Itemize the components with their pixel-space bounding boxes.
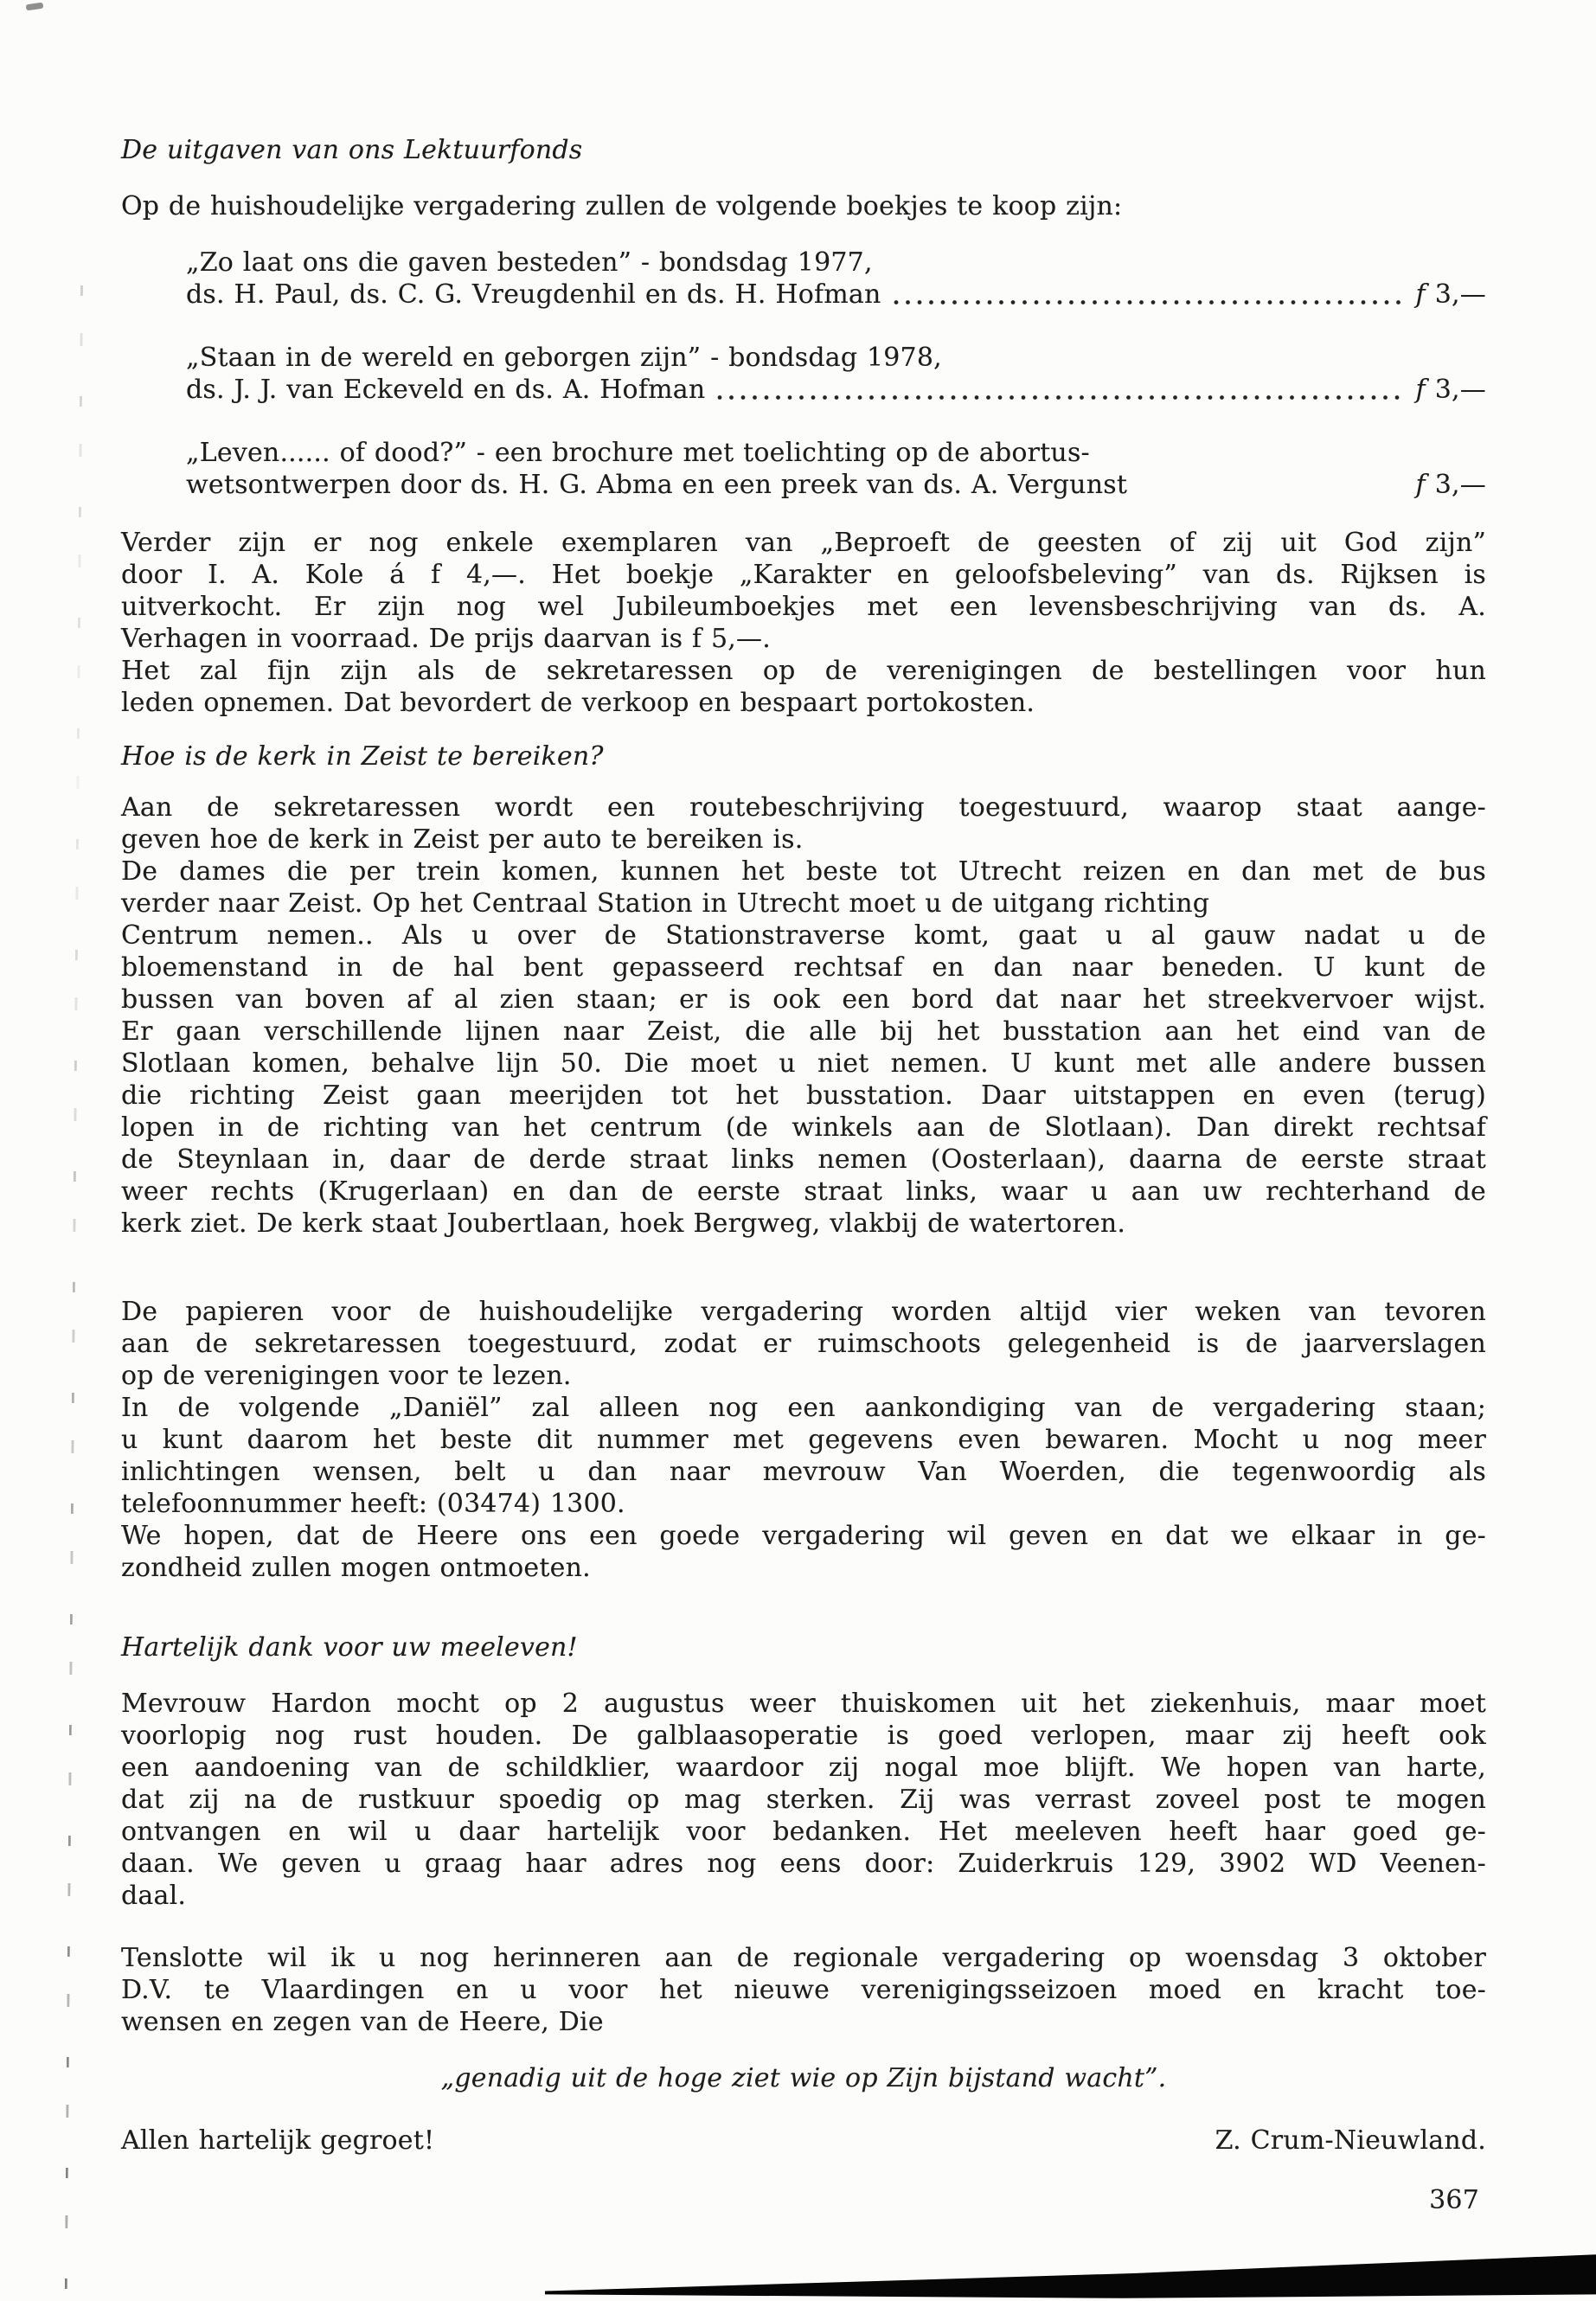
- page-number: 367: [1429, 2185, 1479, 2215]
- book-title-line: „Staan in de wereld en geborgen zijn” - bondsdag 1978,: [186, 343, 942, 373]
- price-value: 3,—: [1434, 375, 1486, 405]
- closing-row: [121, 2125, 1486, 2157]
- dot-leader: [1139, 490, 1403, 496]
- text-line: Er gaan verschillende lijnen naar Zeist, die alle bij het busstation aan het eind van de: [121, 1016, 1486, 1047]
- section-heading-meeleven: Hartelijk dank voor uw meeleven!: [121, 1632, 578, 1663]
- paragraph-papieren: [121, 1296, 1486, 1584]
- paragraph-verder: [121, 527, 1486, 719]
- text-line: leden opnemen. Dat bevordert de verkoop en bespaart portokosten.: [121, 688, 1035, 718]
- text-line: die richting Zeist gaan meerijden tot het busstation. Daar uitstappen en even (terug): [121, 1080, 1486, 1111]
- book-item: [121, 342, 1486, 406]
- book-list: [121, 247, 1486, 501]
- paragraph-route: [121, 792, 1486, 1240]
- text-line: aan de sekretaressen toegestuurd, zodat er ruimschoots gelegenheid is de jaarverslagen: [121, 1329, 1486, 1359]
- closing-greeting: Allen hartelijk gegroet!: [121, 2125, 435, 2156]
- text-line: bloemenstand in de hal bent gepasseerd rechtsaf en dan naar beneden. U kunt de: [121, 952, 1486, 983]
- text-line: een aandoening van de schildklier, waardoor zij nogal moe blijft. We hopen van harte,: [121, 1753, 1486, 1783]
- text-line: Verder zijn er nog enkele exemplaren van „Beproeft de geesten of zij uit God zijn”: [121, 528, 1486, 558]
- text-line: voorlopig nog rust houden. De galblaasoperatie is goed verlopen, maar zij heeft ook: [121, 1721, 1486, 1751]
- text-line: op de verenigingen voor te lezen.: [121, 1361, 572, 1391]
- florin-symbol: f: [1415, 470, 1426, 500]
- text-line: u kunt daarom het beste dit nummer met gegevens even bewaren. Mocht u nog meer: [121, 1425, 1486, 1455]
- text-line: zondheid zullen mogen ontmoeten.: [121, 1553, 591, 1583]
- text-line: telefoonnummer heeft: (03474) 1300.: [121, 1489, 625, 1519]
- book-author-row: [186, 374, 1486, 406]
- text-line: ontvangen en wil u daar hartelijk voor bedanken. Het meeleven heeft haar goed ge-: [121, 1817, 1486, 1847]
- text-line: inlichtingen wensen, belt u dan naar mevrouw Van Woerden, die tegenwoordig als: [121, 1457, 1486, 1487]
- intro-line: Op de huishoudelijke vergadering zullen de volgende boekjes te koop zijn:: [121, 191, 1123, 221]
- scan-gutter-artifact: [65, 285, 83, 2301]
- text-line: kerk ziet. De kerk staat Joubertlaan, hoek Bergweg, vlakbij de watertoren.: [121, 1208, 1126, 1239]
- text-line: dat zij na de rustkuur spoedig op mag sterken. Zij was verrast zoveel post te mogen: [121, 1785, 1486, 1815]
- book-author-row: [186, 279, 1486, 311]
- section-heading-lektuurfonds: De uitgaven van ons Lektuurfonds: [121, 135, 583, 165]
- text-line: Verhagen in voorraad. De prijs daarvan is f 5,—.: [121, 624, 771, 654]
- book-title-line: „Leven...... of dood?” - een brochure met toelichting op de abortus-: [186, 438, 1090, 468]
- book-author-line: ds. H. Paul, ds. C. G. Vreugdenhil en ds. H. Hofman: [186, 279, 881, 310]
- book-author-row: [186, 469, 1486, 501]
- text-line: de Steynlaan in, daar de derde straat links nemen (Oosterlaan), daarna de eerste straat: [121, 1144, 1486, 1175]
- section-heading-route: Hoe is de kerk in Zeist te bereiken?: [121, 741, 604, 772]
- price-value: 3,—: [1434, 279, 1486, 310]
- text-line: Mevrouw Hardon mocht op 2 augustus weer thuiskomen uit het ziekenhuis, maar moet: [121, 1689, 1486, 1719]
- text-line: De dames die per trein komen, kunnen het beste tot Utrecht reizen en dan met de bus: [121, 856, 1486, 887]
- text-line: In de volgende „Daniël” zal alleen nog een aankondiging van de vergadering staan;: [121, 1393, 1486, 1423]
- florin-symbol: f: [1415, 279, 1426, 310]
- text-line: verder naar Zeist. Op het Centraal Station in Utrecht moet u de uitgang richting: [121, 888, 1210, 919]
- text-line: Centrum nemen.. Als u over de Stationstraverse komt, gaat u al gauw nadat u de: [121, 920, 1486, 951]
- text-line: weer rechts (Krugerlaan) en dan de eerste straat links, waar u aan uw rechterhand de: [121, 1176, 1486, 1207]
- text-line: Slotlaan komen, behalve lijn 50. Die moet u niet nemen. U kunt met alle andere bussen: [121, 1048, 1486, 1079]
- book-title-line: „Zo laat ons die gaven besteden” - bondsdag 1977,: [186, 247, 873, 278]
- text-line: door I. A. Kole á f 4,—. Het boekje „Karakter en geloofsbeleving” van ds. Rijksen is: [121, 560, 1486, 590]
- text-line: D.V. te Vlaardingen en u voor het nieuwe verenigingsseizoen moed en kracht toe-: [121, 1975, 1486, 2005]
- text-line: We hopen, dat de Heere ons een goede vergadering wil geven en dat we elkaar in ge-: [121, 1521, 1486, 1551]
- scan-speck-artifact: [26, 3, 44, 11]
- book-author-line: ds. J. J. van Eckeveld en ds. A. Hofman: [186, 375, 706, 405]
- book-item: [121, 247, 1486, 311]
- text-line: geven hoe de kerk in Zeist per auto te bereiken is.: [121, 824, 804, 855]
- paragraph-tenslotte: [121, 1942, 1486, 2038]
- quote-line: „genadig uit de hoge ziet wie op Zijn bijstand wacht”.: [440, 2063, 1167, 2093]
- book-author-line: wetsontwerpen door ds. H. G. Abma en een preek van ds. A. Vergunst: [186, 470, 1128, 500]
- text-column: [121, 0, 1486, 2216]
- book-item: [121, 437, 1486, 501]
- price-value: 3,—: [1434, 470, 1486, 500]
- text-line: Het zal fijn zijn als de sekretaressen op de verenigingen de bestellingen voor hun: [121, 656, 1486, 686]
- text-line: bussen van boven af al zien staan; er is ook een bord dat naar het streekvervoer wijst.: [121, 984, 1486, 1015]
- scan-page-curl-artifact: [545, 2246, 1596, 2301]
- text-line: Tenslotte wil ik u nog herinneren aan de regionale vergadering op woensdag 3 oktober: [121, 1943, 1486, 1973]
- text-line: daal.: [121, 1881, 187, 1911]
- paragraph-hardon: [121, 1688, 1486, 1912]
- dot-leader: [894, 299, 1404, 305]
- florin-symbol: f: [1415, 375, 1426, 405]
- text-line: lopen in de richting van het centrum (de winkels aan de Slotlaan). Dan direkt rechtsaf: [121, 1112, 1486, 1143]
- text-line: De papieren voor de huishoudelijke vergadering worden altijd vier weken van tevoren: [121, 1297, 1486, 1327]
- closing-signature: Z. Crum-Nieuwland.: [1215, 2125, 1486, 2156]
- dot-leader: [717, 394, 1403, 401]
- book-price: [1415, 374, 1486, 406]
- text-line: daan. We geven u graag haar adres nog eens door: Zuiderkruis 129, 3902 WD Veenen-: [121, 1849, 1486, 1879]
- text-line: uitverkocht. Er zijn nog wel Jubileumboekjes met een levensbeschrijving van ds. A.: [121, 592, 1486, 622]
- text-line: Aan de sekretaressen wordt een routebeschrijving toegestuurd, waarop staat aange-: [121, 792, 1486, 823]
- text-line: wensen en zegen van de Heere, Die: [121, 2007, 604, 2037]
- book-price: [1415, 279, 1486, 311]
- book-price: [1415, 469, 1486, 501]
